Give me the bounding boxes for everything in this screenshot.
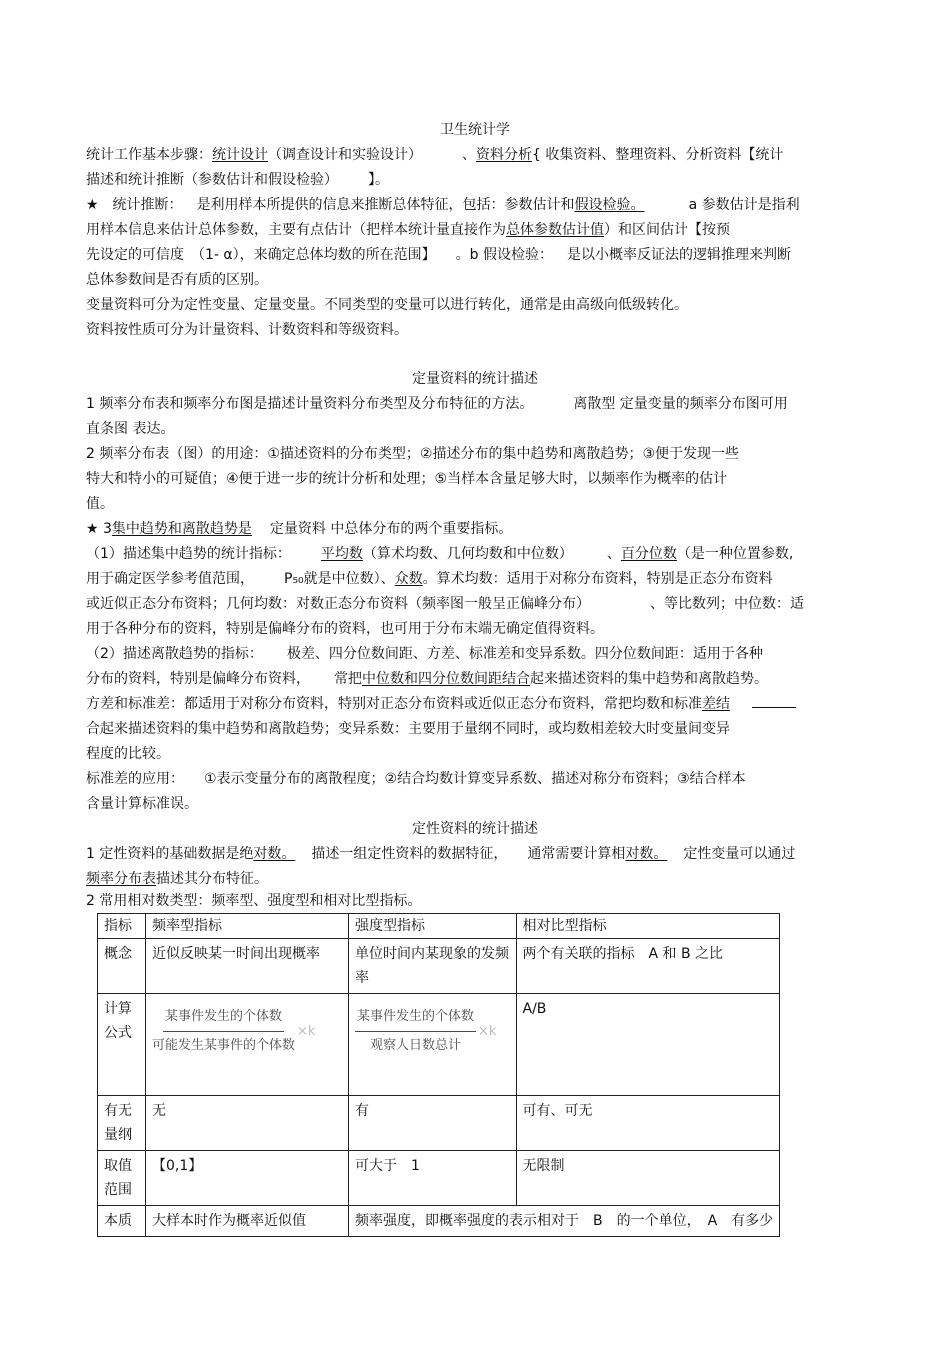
table-cell: 无限制 — [516, 1151, 780, 1206]
table-cell: 近似反映某一时间出现概率 — [146, 939, 349, 994]
row-label: 计算 — [104, 1001, 132, 1017]
sec2-line — [86, 870, 268, 888]
numerator: 某事件发生的个体数 — [355, 1005, 476, 1032]
text: 、 — [462, 147, 476, 163]
table-cell: 本质 — [98, 1206, 146, 1237]
denominator: 观察人日数总计 — [370, 1038, 462, 1053]
text: （算术均数、几何均数和中位数） — [362, 546, 573, 562]
intro-line-7: 变量资料可分为定性变量、定量变量。不同类型的变量可以进行转化，通常是由高级向低级转化。 — [86, 297, 688, 313]
sec2-line: 2 常用相对数类型：频率型、强度型和相对比型指标。 — [86, 893, 422, 909]
table-cell: 大样本时作为概率近似值 — [146, 1206, 349, 1237]
text: 】。 — [368, 172, 389, 188]
underlined-term: 中位数和四分位数间距结合 — [362, 671, 530, 687]
table-row-formula — [98, 994, 780, 1096]
table-cell: 无 — [146, 1096, 349, 1151]
denominator: 可能发生某事件的个体数 — [152, 1038, 296, 1053]
table-cell: 有 — [349, 1096, 517, 1151]
text: 是利用样本所提供的信息来推断总体特征，包括：参数估计和 — [196, 197, 575, 213]
sec1-line — [86, 670, 768, 688]
text: 定性变量可以通过 — [683, 846, 796, 862]
row-label: 公式 — [104, 1025, 132, 1041]
table-cell: 两个有关联的指标 A 和 B 之比 — [516, 939, 780, 994]
intro-line-3 — [86, 196, 800, 214]
text: 常把 — [334, 671, 362, 687]
text: （1）描述集中趋势的统计指标： — [86, 546, 291, 562]
numerator: 某事件发生的个体数 — [163, 1005, 284, 1032]
underlined-term: 对数。 — [253, 846, 296, 862]
sec1-line — [86, 570, 773, 588]
sec1-line: 用于各种分布的资料，特别是偏峰分布的资料，也可用于分布末端无确定值得资料。 — [86, 621, 604, 637]
table-cell: 概念 — [98, 939, 146, 994]
sec1-line: 含量计算标准误。 — [86, 796, 198, 812]
underlined-term: 总体参数估计值 — [506, 222, 604, 238]
text: 用样本信息来估计总体参数，主要有点估计（把样本统计量直接作为 — [86, 222, 506, 238]
sec1-line — [86, 645, 763, 663]
text: a 参数估计是指利 — [688, 197, 800, 213]
table-cell: 【0,1】 — [146, 1151, 349, 1206]
multiplier: ×k — [478, 1023, 497, 1039]
text: 离散型 定量变量的频率分布图可用 — [573, 396, 788, 412]
text: 、等比数列；中位数：适 — [650, 596, 804, 612]
sec1-line — [86, 770, 746, 788]
underlined-term: 统计设计 — [212, 147, 268, 163]
sec1-line: 特大和特小的可疑值；④便于进一步的统计分析和处理；⑤当样本含量足够大时，以频率作为概率的估计 — [86, 471, 728, 487]
table-header-cell: 频率型指标 — [146, 914, 349, 939]
text: 定量资料 中总体分布的两个重要指标。 — [269, 521, 513, 537]
table-cell: A/B — [516, 994, 780, 1096]
intensity-formula — [355, 1005, 496, 1058]
text: 或近似正态分布资料；几何均数：对数正态分布资料（频率图一般呈正偏峰分布） — [86, 596, 590, 612]
text: （调查设计和实验设计） — [268, 147, 422, 163]
sec1-line: 直条图 表达。 — [86, 421, 175, 437]
text: 是以小概率反证法的逻辑推理来判断 — [566, 247, 791, 263]
text: 分布的资料，特别是偏峰分布资料， — [86, 671, 310, 687]
sec1-line — [86, 595, 804, 613]
fraction — [152, 1005, 295, 1058]
sec1-line: 值。 — [86, 496, 114, 512]
blank-line — [752, 697, 796, 708]
sec1-line — [86, 520, 512, 538]
table-cell — [98, 994, 146, 1096]
section-heading-qualitative: 定性资料的统计描述 — [412, 821, 538, 837]
underlined-term: 对数。 — [625, 846, 668, 862]
page-title: 卫生统计学 — [440, 122, 510, 138]
sec1-line: 程度的比较。 — [86, 746, 170, 762]
table-cell — [146, 994, 349, 1096]
text: ★ 3 — [86, 521, 112, 537]
underlined-term: 集中趋势和离散趋势是 — [111, 521, 252, 537]
text: 1 定性资料的基础数据是绝 — [86, 846, 254, 862]
fraction — [355, 1005, 476, 1058]
multiplier: ×k — [297, 1023, 316, 1039]
table-cell: 频率强度，即概率强度的表示相对于 B 的一个单位， A 有多少 — [349, 1206, 780, 1237]
table-cell — [349, 994, 517, 1096]
intro-line-1 — [86, 146, 783, 164]
underlined-term: 众数 — [394, 571, 423, 587]
text: 。算术均数：适用于对称分布资料，特别是正态分布资料 — [422, 571, 773, 587]
table-row-essence — [98, 1206, 780, 1237]
table-row-range — [98, 1151, 780, 1206]
intro-line-8: 资料按性质可分为计量资料、计数资料和等级资料。 — [86, 322, 408, 338]
intro-line-2 — [86, 171, 389, 189]
underlined-term: 平均数 — [320, 546, 363, 562]
text: 起来描述资料的集中趋势和离散趋势。 — [530, 671, 768, 687]
text: 、 — [606, 546, 621, 562]
text: 。b 假设检验： — [455, 247, 553, 263]
sec1-line: 2 频率分布表（图）的用途：①描述资料的分布类型；②描述分布的集中趋势和离散趋势；③便于发现一些 — [86, 446, 740, 462]
intro-line-4 — [86, 221, 730, 239]
text: 方差和标准差：都适用于对称分布资料，特别对正态分布资料或近似正态分布资料，常把均数和标准 — [86, 696, 702, 712]
intro-line-5 — [86, 246, 791, 264]
section-heading-quantitative: 定量资料的统计描述 — [412, 371, 538, 387]
text: 统计工作基本步骤： — [86, 147, 212, 163]
table-row-concept — [98, 939, 780, 994]
sec1-line — [86, 395, 788, 413]
text: 描述一组定性资料的数据特征， — [311, 846, 508, 862]
underlined-term: 差结 — [702, 696, 730, 712]
underlined-term: 资料分析 — [476, 147, 532, 163]
text: 描述和统计推断（参数估计和假设检验） — [86, 172, 338, 188]
text: ★ 统计推断： — [86, 197, 183, 213]
underlined-term: 假设检验。 — [574, 197, 645, 213]
text: 描述其分布特征。 — [156, 871, 268, 887]
text: （是一种位置参数, — [676, 546, 794, 562]
table-header-cell: 指标 — [98, 914, 146, 939]
relative-number-table — [97, 913, 780, 1237]
text: 用于确定医学参考值范围， — [86, 571, 254, 587]
intro-line-6: 总体参数间是否有质的区别。 — [86, 272, 268, 288]
text: 通常需要计算相 — [527, 846, 626, 862]
text: { 收集资料、整理资料、分析资料【统计 — [532, 147, 784, 163]
table-header-cell: 强度型指标 — [349, 914, 517, 939]
table-cell: 可有、可无 — [516, 1096, 780, 1151]
text: ①表示变量分布的离散程度；②结合均数计算变异系数、描述对称分布资料；③结合样本 — [204, 771, 746, 787]
text: ）和区间估计【按预 — [604, 222, 730, 238]
sec2-line — [86, 845, 795, 863]
text: 1 频率分布表和频率分布图是描述计量资料分布类型及分布特征的方法。 — [86, 396, 534, 412]
table-cell: 可大于 1 — [349, 1151, 517, 1206]
table-cell: 有无量纲 — [98, 1096, 146, 1151]
table-header-row — [98, 914, 780, 939]
frequency-formula — [152, 1005, 315, 1058]
text: 先设定的可信度 （1- α），来确定总体均数的所在范围】 — [86, 247, 436, 263]
text: 极差、四分位数间距、方差、标准差和变异系数。四分位数间距：适用于各种 — [286, 646, 763, 662]
table-cell: 取值范围 — [98, 1151, 146, 1206]
underlined-term: 频率分布表 — [86, 871, 156, 887]
text: 标准差的应用： — [86, 771, 184, 787]
table-cell: 单位时间内某现象的发频率 — [349, 939, 517, 994]
underlined-term: 百分位数 — [620, 546, 677, 562]
sec1-line: 合起来描述资料的集中趋势和离散趋势；变异系数：主要用于量纲不同时，或均数相差较大时变量间变异 — [86, 721, 730, 737]
sec1-line — [86, 695, 796, 713]
text: P₅₀就是中位数）、 — [284, 571, 395, 587]
text: （2）描述离散趋势的指标： — [86, 646, 263, 662]
table-row-dimension — [98, 1096, 780, 1151]
table-header-cell: 相对比型指标 — [516, 914, 780, 939]
sec1-line — [86, 545, 793, 563]
